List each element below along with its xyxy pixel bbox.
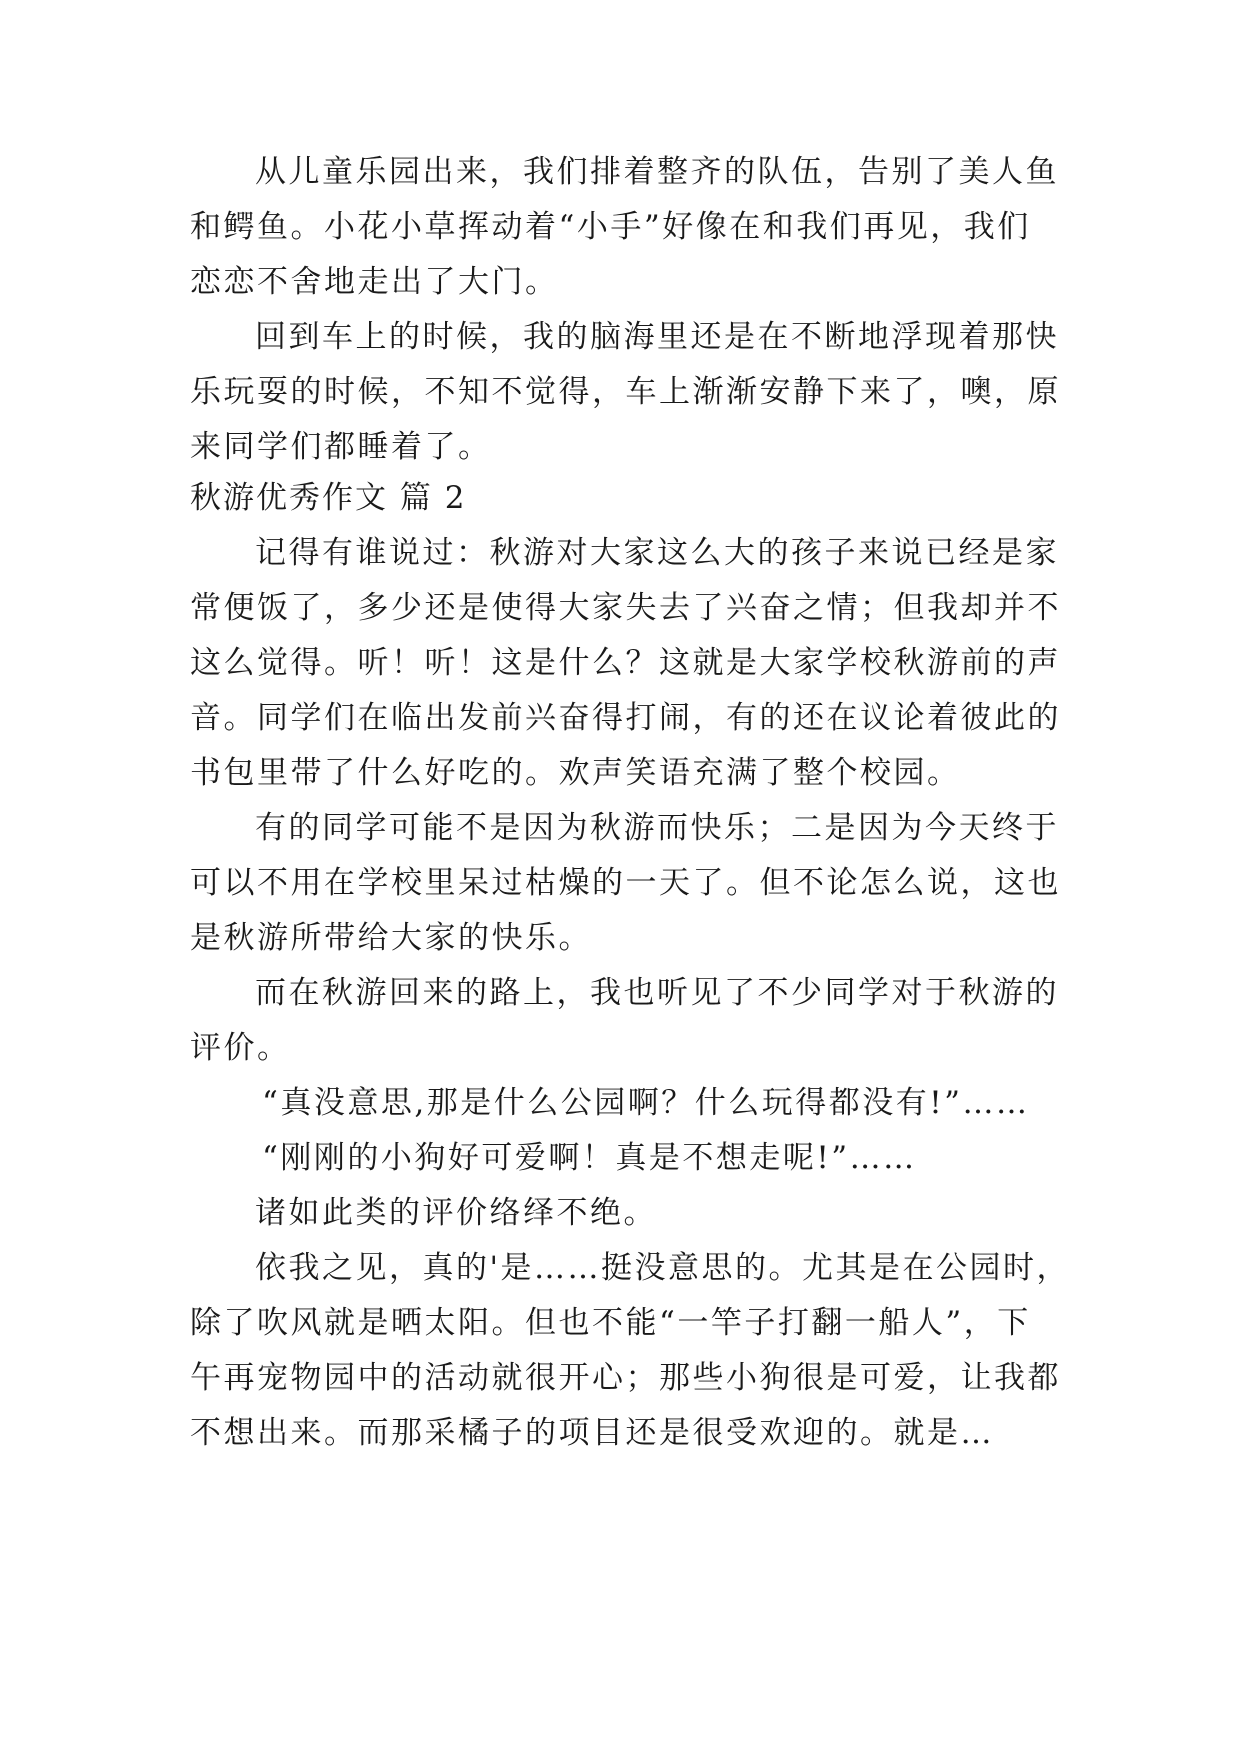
paragraph-line: 有的同学可能不是因为秋游而快乐；二是因为今天终于 [255, 810, 1059, 846]
paragraph-line: 回到车上的时候，我的脑海里还是在不断地浮现着那快 [255, 319, 1059, 355]
paragraph-line: 依我之见，真的'是……挺没意思的。尤其是在公园时， [255, 1250, 1071, 1286]
paragraph-line: 午再宠物园中的活动就很开心；那些小狗很是可爱，让我都 [190, 1360, 1061, 1396]
section-heading: 秋游优秀作文 篇 2 [190, 480, 467, 516]
paragraph-line: 从儿童乐园出来，我们排着整齐的队伍，告别了美人鱼 [255, 154, 1059, 190]
quote-line: “真没意思,那是什么公园啊？什么玩得都没有!”…… [262, 1085, 1030, 1121]
paragraph-line: 评价。 [190, 1030, 291, 1066]
quote-line: “刚刚的小狗好可爱啊！真是不想走呢!”…… [262, 1140, 917, 1176]
paragraph-line: 来同学们都睡着了。 [190, 429, 492, 465]
paragraph-line: 常便饭了，多少还是使得大家失去了兴奋之情；但我却并不 [190, 590, 1061, 626]
paragraph-line: 是秋游所带给大家的快乐。 [190, 920, 592, 956]
paragraph-line: 而在秋游回来的路上，我也听见了不少同学对于秋游的 [255, 975, 1059, 1011]
paragraph-line: 记得有谁说过：秋游对大家这么大的孩子来说已经是家 [255, 535, 1059, 571]
paragraph-line: 可以不用在学校里呆过枯燥的一天了。但不论怎么说，这也 [190, 865, 1061, 901]
paragraph-line: 和鳄鱼。小花小草挥动着“小手”好像在和我们再见，我们 [190, 209, 1031, 245]
paragraph-line: 音。同学们在临出发前兴奋得打闹，有的还在议论着彼此的 [190, 700, 1061, 736]
paragraph-line: 这么觉得。听！听！这是什么？这就是大家学校秋游前的声 [190, 645, 1061, 681]
paragraph-line: 乐玩耍的时候，不知不觉得，车上渐渐安静下来了，噢，原 [190, 374, 1061, 410]
paragraph-line: 恋恋不舍地走出了大门。 [190, 264, 559, 300]
paragraph-line: 诸如此类的评价络绎不绝。 [255, 1195, 657, 1231]
paragraph-line: 不想出来。而那采橘子的项目还是很受欢迎的。就是… [190, 1415, 994, 1451]
paragraph-line: 除了吹风就是晒太阳。但也不能“一竿子打翻一船人”，下 [190, 1305, 1031, 1341]
paragraph-line: 书包里带了什么好吃的。欢声笑语充满了整个校园。 [190, 755, 961, 791]
